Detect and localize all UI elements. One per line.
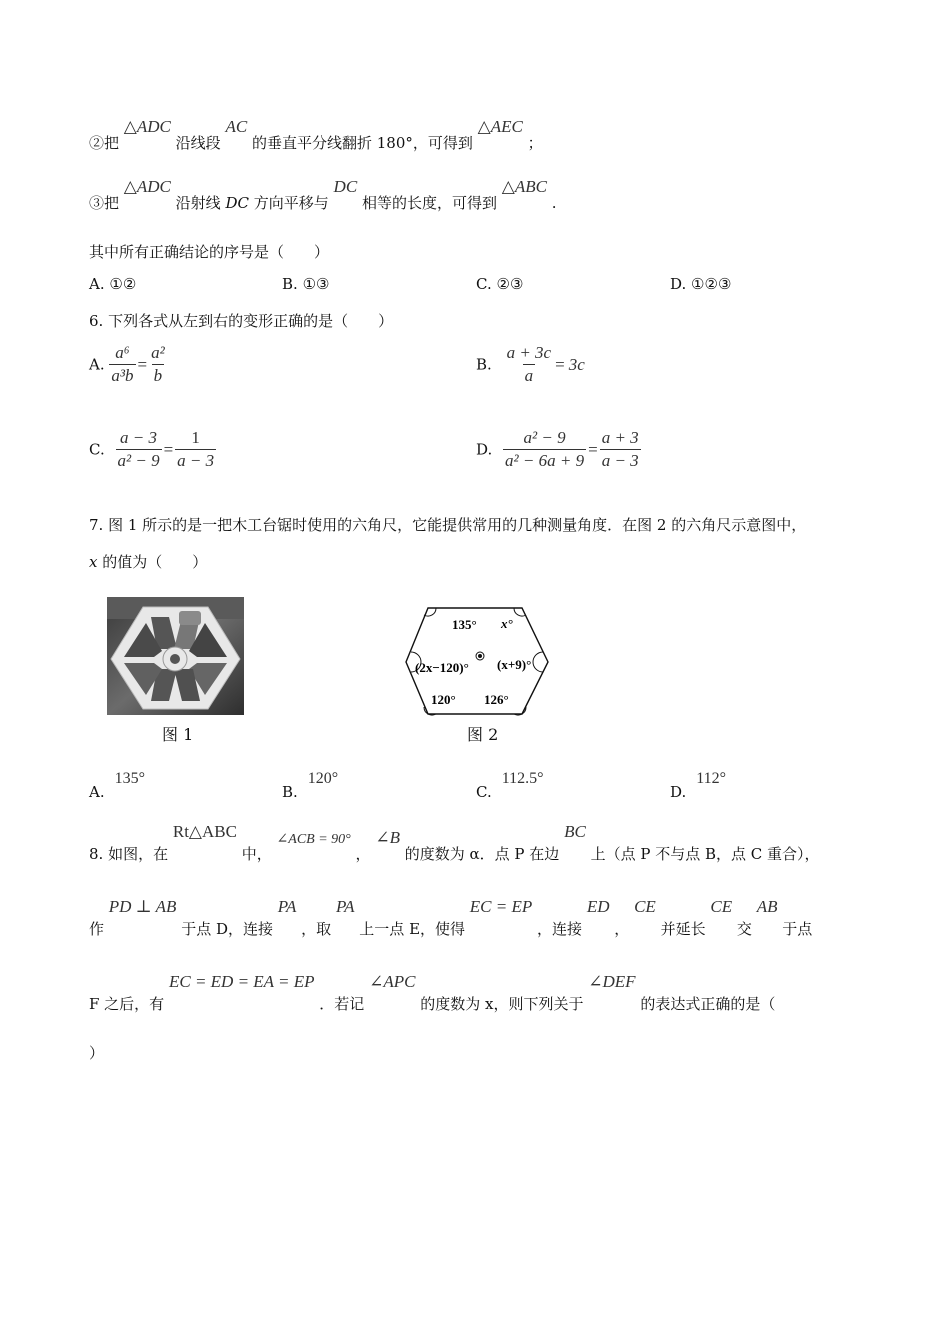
text: 中，: [241, 845, 272, 863]
numerator: a − 3: [120, 428, 158, 447]
hexagon-ruler-photo: [107, 597, 244, 715]
text: 上一点 E，使得: [359, 920, 466, 938]
q6-option-d[interactable]: [476, 428, 641, 471]
q5-option-a[interactable]: [89, 275, 136, 293]
statement-2: [89, 117, 543, 153]
triangle-adc: △ADC: [123, 177, 171, 196]
option-label: C.: [476, 783, 492, 801]
fraction: [600, 428, 641, 471]
text: 沿线段: [175, 134, 221, 152]
q6-stem: 6. 下列各式从左到右的变形正确的是（ ）: [89, 312, 394, 330]
equation-ec-ed-ea-ep: EC = ED = EA = EP: [168, 972, 315, 991]
numerator: a²: [151, 343, 165, 362]
q7-option-c[interactable]: [476, 770, 544, 802]
option-label: A.: [89, 275, 105, 293]
q8-line4: ）: [89, 1044, 105, 1062]
text: ．若记: [319, 995, 365, 1013]
text: .: [551, 194, 557, 212]
text: F 之后，有: [89, 995, 165, 1013]
angle-label-126: 126°: [484, 692, 509, 707]
segment-ce: CE: [634, 897, 656, 916]
option-text: ①③: [302, 275, 330, 293]
angle-label-120: 120°: [431, 692, 456, 707]
triangle-abc: △ABC: [501, 177, 547, 196]
equation-ec-ep: EC = EP: [469, 897, 533, 916]
text: 的度数为 α．点 P 在边: [404, 845, 560, 863]
figure-2-caption: 图 2: [467, 725, 499, 744]
option-text: 120°: [307, 770, 339, 787]
segment-ab: AB: [756, 897, 778, 916]
equals-sign: =: [163, 439, 174, 459]
fraction: [175, 428, 216, 471]
equals-sign: =: [588, 439, 598, 459]
fraction: [109, 343, 135, 386]
angle-apc: ∠APC: [369, 972, 416, 991]
denominator: a: [524, 366, 534, 385]
statement-3: [89, 177, 557, 213]
numerator: 1: [191, 428, 200, 447]
option-label: C.: [476, 275, 492, 293]
segment-bc: BC: [564, 822, 586, 841]
q8-line3: [89, 972, 776, 1014]
text: 8. 如图，在: [89, 845, 169, 863]
option-label: B.: [282, 783, 298, 801]
numerator: a + 3: [601, 428, 639, 447]
text: 的垂直平分线翻折 180°，可得到: [251, 134, 473, 152]
option-label: A.: [89, 783, 105, 801]
denominator: a − 3: [177, 451, 215, 470]
text: 并延长: [660, 920, 706, 938]
denominator: a − 3: [601, 451, 639, 470]
text: 于点: [782, 920, 813, 938]
angle-label-135: 135°: [452, 617, 477, 632]
option-text: ①②③: [691, 275, 732, 293]
numerator: a² − 9: [523, 428, 566, 447]
numerator: a⁶: [115, 343, 130, 362]
variable-x: x: [89, 553, 98, 571]
text: 的值为（ ）: [97, 553, 208, 571]
angle-b: ∠B: [375, 828, 400, 847]
angle-acb: ∠ACB = 90°: [276, 832, 351, 847]
segment-pa: PA: [277, 897, 297, 916]
fraction: [505, 343, 554, 386]
triangle-aec: △AEC: [477, 117, 523, 136]
angle-arc: [533, 652, 543, 672]
statement-number: ③把: [89, 194, 120, 212]
q5-option-c[interactable]: [476, 275, 523, 293]
text: 相等的长度，可得到: [361, 194, 497, 212]
angle-def: ∠DEF: [588, 972, 636, 991]
segment-ed: ED: [586, 897, 610, 916]
option-text: 112.5°: [501, 770, 544, 787]
denominator: a³b: [111, 366, 134, 385]
segment-pa: PA: [335, 897, 355, 916]
text: ，连接: [537, 920, 583, 938]
q7-option-b[interactable]: [282, 770, 339, 802]
option-label: D.: [670, 275, 687, 293]
rhs: 3c: [568, 354, 585, 374]
option-text: 112°: [696, 770, 727, 787]
ray-dc: DC: [225, 194, 249, 212]
text: ，取: [301, 920, 332, 938]
text: ；: [527, 134, 543, 152]
q8-line2: [89, 897, 813, 939]
option-text: ②③: [496, 275, 524, 293]
q6-option-b[interactable]: [476, 343, 587, 386]
figure-2-diagram: [400, 600, 555, 718]
option-text: 135°: [114, 770, 146, 787]
statement-number: ②把: [89, 134, 120, 152]
text: 于点 D，连接: [181, 920, 273, 938]
numerator: a + 3c: [506, 343, 552, 362]
option-label: D.: [476, 440, 493, 459]
equals-sign: =: [137, 354, 148, 374]
triangle-adc: △ADC: [123, 117, 171, 136]
q6-option-a[interactable]: [89, 343, 167, 386]
fraction: [116, 428, 162, 471]
option-text: ①②: [109, 275, 137, 293]
option-label: D.: [670, 783, 687, 801]
denominator: a² − 9: [117, 451, 160, 470]
triangle-rt-abc: Rt△ABC: [172, 822, 237, 841]
text: 方向平移与: [253, 194, 329, 212]
angle-label-2x-120: (2x−120)°: [415, 660, 469, 675]
text: 交: [736, 920, 752, 938]
center-hole: [478, 654, 482, 658]
text: 作: [89, 920, 105, 938]
q5-option-b[interactable]: [282, 275, 329, 293]
option-label: B.: [282, 275, 298, 293]
q7-stem-line1: 7. 图 1 所示的是一把木工台锯时使用的六角尺，它能提供常用的几种测量角度．在图 2 的六角尺示意图中，: [89, 516, 807, 534]
denominator: a² − 6a + 9: [505, 451, 585, 470]
fraction: [503, 428, 586, 471]
hexagon-diagram: [400, 600, 555, 718]
text: 沿射线: [175, 194, 221, 212]
figure-1-caption: 图 1: [162, 725, 194, 744]
text: 上（点 P 不与点 B，点 C 重合），: [590, 845, 820, 863]
figure-1-photo: [107, 597, 244, 715]
q5-option-d[interactable]: [670, 275, 731, 293]
q6-option-c[interactable]: [89, 428, 216, 471]
q7-stem-line2: [89, 551, 207, 572]
fraction: [149, 343, 167, 386]
angle-label-x: x°: [501, 616, 513, 631]
q8-line1: [89, 822, 820, 864]
text: 的度数为 x，则下列关于: [420, 995, 584, 1013]
q7-option-d[interactable]: [670, 770, 727, 802]
option-label: C.: [89, 440, 105, 459]
option-label: B.: [476, 355, 492, 374]
q5-prompt: 其中所有正确结论的序号是（ ）: [89, 243, 330, 261]
segment-dc: DC: [333, 177, 358, 196]
text: ，: [355, 845, 371, 863]
option-label: A.: [89, 355, 105, 374]
segment-ce: CE: [710, 897, 733, 916]
denominator: b: [153, 366, 163, 385]
text: ，: [614, 920, 630, 938]
equals-sign: =: [555, 354, 565, 374]
text: 的表达式正确的是（: [640, 995, 776, 1013]
q7-option-a[interactable]: [89, 770, 146, 802]
segment-ac: AC: [225, 117, 248, 136]
perpendicular-pd-ab: PD ⊥ AB: [108, 897, 177, 916]
angle-label-x-plus-9: (x+9)°: [497, 657, 532, 672]
